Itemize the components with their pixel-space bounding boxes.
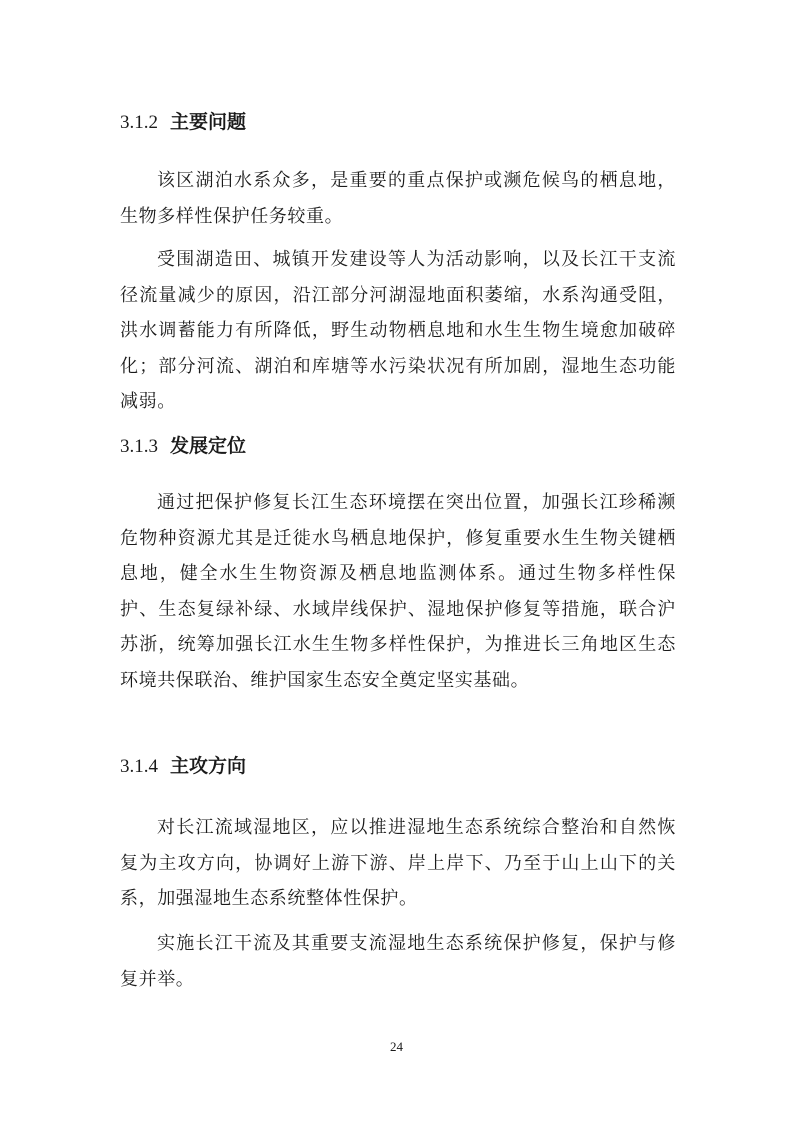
section-number: 3.1.4 — [120, 756, 158, 777]
body-paragraph: 受围湖造田、城镇开发建设等人为活动影响，以及长江干支流径流量减少的原因，沿江部分河湖湿地面积萎缩，水系沟通受阻，洪水调蓄能力有所降低，野生动物栖息地和水生生物生境愈加破碎化；部分河流、湖泊和库塘等水污染状况有所加剧，湿地生态功能减弱。 — [120, 249, 676, 412]
body-paragraph: 该区湖泊水系众多，是重要的重点保护或濒危候鸟的栖息地，生物多样性保护任务较重。 — [120, 170, 676, 227]
section-number: 3.1.2 — [120, 112, 158, 133]
section-title: 主要问题 — [170, 111, 247, 133]
section-heading-3-1-2 — [120, 108, 246, 137]
section-heading-3-1-3 — [120, 432, 246, 461]
page-number: 24 — [390, 1039, 403, 1054]
section-title: 发展定位 — [170, 435, 247, 457]
body-paragraph: 通过把保护修复长江生态环境摆在突出位置，加强长江珍稀濒危物种资源尤其是迁徙水鸟栖息地保护，修复重要水生生物关键栖息地，健全水生生物资源及栖息地监测体系。通过生物多样性保护、生态复绿补绿、水域岸线保护、湿地保护修复等措施，联合沪苏浙，统筹加强长江水生生物多样性保护，为推进长三角地区生态环境共保联治、维护国家生态安全奠定坚实基础。 — [120, 492, 676, 691]
section-number: 3.1.3 — [120, 436, 158, 457]
section-heading-3-1-4 — [120, 752, 246, 781]
body-paragraph: 对长江流域湿地区，应以推进湿地生态系统综合整治和自然恢复为主攻方向，协调好上游下游、岸上岸下、乃至于山上山下的关系，加强湿地生态系统整体性保护。 — [120, 817, 676, 909]
body-paragraph: 实施长江干流及其重要支流湿地生态系统保护修复，保护与修复并举。 — [120, 933, 676, 990]
section-title: 主攻方向 — [170, 755, 247, 777]
